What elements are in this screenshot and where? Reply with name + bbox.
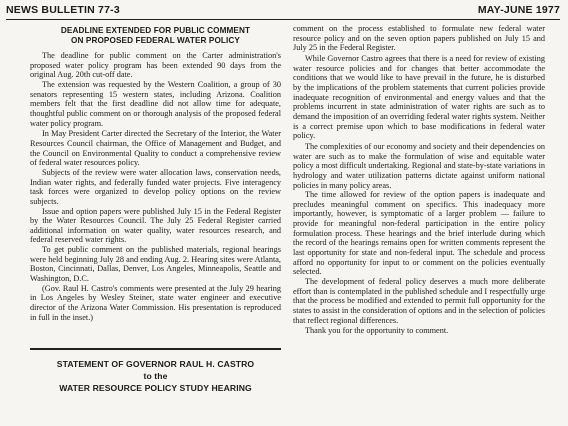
article-paragraph: (Gov. Raul H. Castro's comments were presented at the July 29 hearing in Los Angeles by Wesley Steiner, state water engineer and executive director of the Arizona Water Commission. His presentation is reproduced in full in the inset.) — [30, 283, 281, 322]
article-paragraph: Subjects of the review were water allocation laws, conservation needs, Indian water rights, and federally funded water projects. Five interagency task forces were organized to develop policy options on the review subjects. — [30, 167, 281, 206]
headline-line-1: DEADLINE EXTENDED FOR PUBLIC COMMENT — [60, 26, 251, 35]
bulletin-header — [0, 0, 568, 24]
article-paragraph: In May President Carter directed the Secretary of the Interior, the Water Resources Council chairman, the Office of Management and Budget, and the Council on Environmental Quality to conduct a comprehensive review of federal water resources policy. — [30, 129, 281, 168]
statement-heading — [30, 348, 281, 394]
statement-paragraph: While Governor Castro agrees that there is a need for review of existing water resource policies and for changes that better accommodate the conditions that we would like to have prevail in the future, he is disturbed by the implications of the problem statements that current policies provide inadequate recognition of environmental and energy values and that the problems incurrent in state administration of water rights are such as to demand the imposition of an overriding federal water rights system. Neither is a correct premise upon which to base modifications in federal water policy. — [293, 53, 545, 141]
statement-paragraph: The time allowed for review of the option papers is inadequate and precludes meaningful comment on specifics. This inadequacy more importantly, however, is symptomatic of a larger problem — failure to provide for meaningful non-federal participation in the entire policy formulation process. These hearings and the brief interlude during which the record of the hearings remains open for written comments represent the last opportunity for state and non-federal input. The schedule and process afford no opportunity for input to or comment on the policies eventually selected. — [293, 190, 545, 277]
article-paragraph: Issue and option papers were published July 15 in the Federal Register by the Water Resources Council. The July 25 Federal Register carried additional information on water quality, water resources research, and federal reserved water rights. — [30, 206, 281, 245]
statement-line-2: to the — [143, 371, 168, 382]
header-rule — [6, 19, 560, 20]
bulletin-number: NEWS BULLETIN 77-3 — [6, 4, 120, 16]
headline-line-2: ON PROPOSED FEDERAL WATER POLICY — [71, 36, 240, 45]
right-column — [293, 24, 545, 426]
statement-paragraph: comment on the process established to formulate new federal water resource policy and on the seven option papers published on July 15 and July 25 in the Federal Register. — [293, 24, 545, 53]
statement-line-1: STATEMENT OF GOVERNOR RAUL H. CASTRO — [56, 359, 255, 370]
article-paragraph: The deadline for public comment on the Carter administration's proposed water policy program has been extended 90 days from the original Aug. 20th cut-off date. — [30, 51, 281, 80]
statement-closing: Thank you for the opportunity to comment. — [305, 326, 449, 336]
statement-line-3: WATER RESOURCE POLICY STUDY HEARING — [59, 383, 252, 394]
statement-paragraph: The complexities of our economy and society and their dependencies on water are such as to make the formulation of wise and equitable water policy a most difficult undertaking. Regional and state-by-state variations in hydrology and water utilization patterns dictate against uniform national policies in many policy areas. — [293, 141, 545, 190]
bulletin-date: MAY-JUNE 1977 — [477, 4, 560, 16]
left-column — [30, 24, 281, 426]
article-paragraph: The extension was requested by the Western Coalition, a group of 30 senators representing 15 western states, including Arizona. Coalition members felt that the first deadline did not allow time for adequate, thoughtful public comment on or thorough analysis of the proposed federal water policy program. — [30, 79, 281, 128]
article-headline — [30, 26, 281, 46]
article-paragraph: To get public comment on the published materials, regional hearings were held beginning July 28 and ending Aug. 2. Hearing sites were Atlanta, Boston, Cincinnati, Dallas, Denver, Los Angeles, Minneapolis, Seattle and Washington, D.C. — [30, 245, 281, 284]
statement-paragraph: The development of federal policy deserves a much more deliberate effort than is contemplated in the published schedule and I respectfully urge that the process be modified and extended to permit full opportunity for the states to assist in the consideration of options and in the selection of policies that reflect regional differences. — [293, 277, 545, 325]
